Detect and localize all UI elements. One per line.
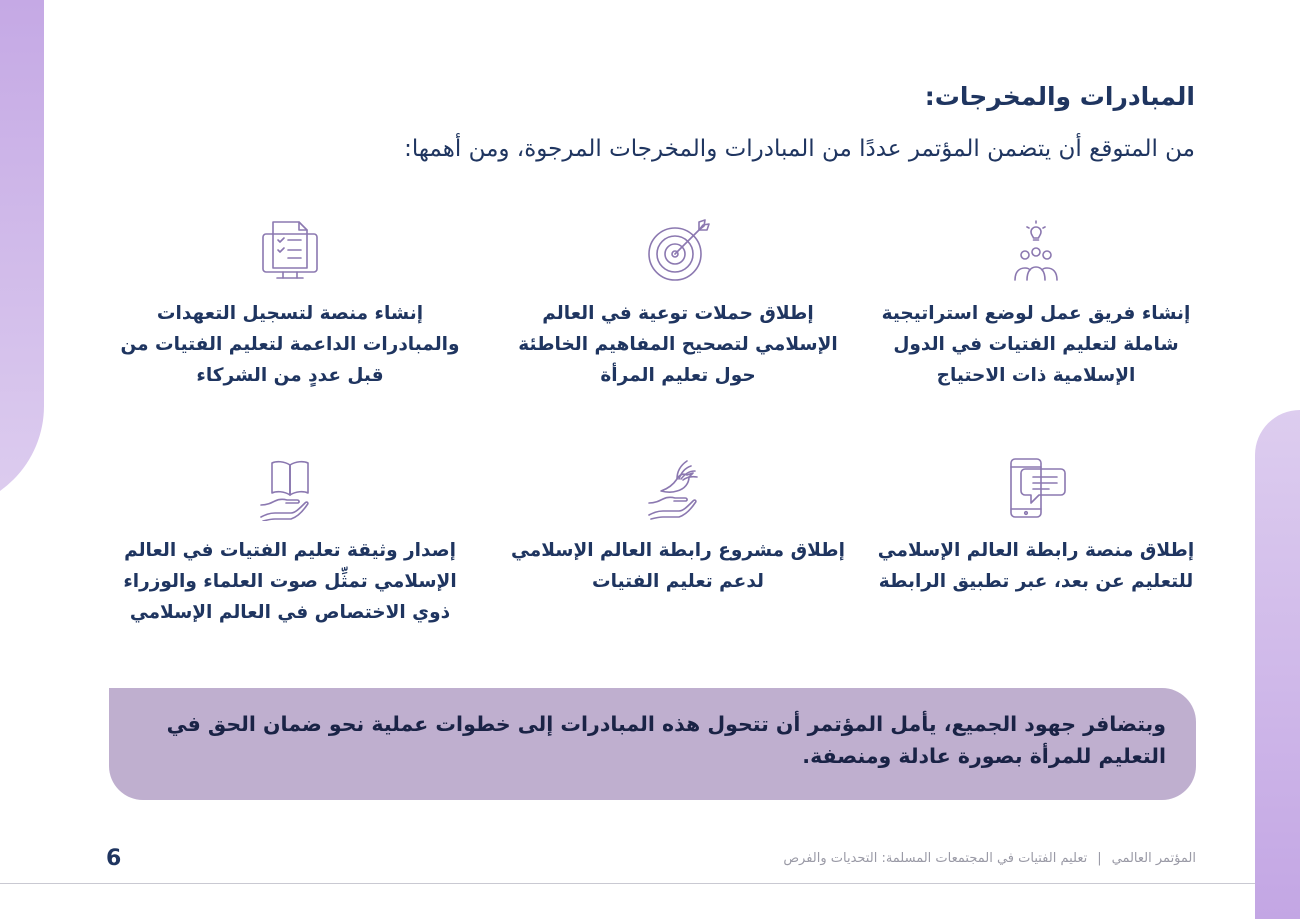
initiative-text: إنشاء فريق عمل لوضع استراتيجية شاملة لتعليم الفتيات في الدول الإسلامية ذات الاحتياج [881,303,1191,386]
initiative-card [503,455,853,597]
initiative-card [861,218,1211,391]
footer-separator: | [1097,851,1102,866]
page-number: 6 [106,846,122,871]
checklist-screen-icon [257,218,323,284]
section-intro: من المتوقع أن يتضمن المؤتمر عددًا من المبادرات والمخرجات المرجوة، ومن أهمها: [404,136,1195,162]
footer-caption [783,851,1196,866]
initiative-text: إطلاق حملات توعية في العالم الإسلامي لتصحيح المفاهيم الخاطئة حول تعليم المرأة [518,303,838,386]
initiative-text: إطلاق منصة رابطة العالم الإسلامي للتعليم عن بعد، عبر تطبيق الرابطة [877,540,1195,592]
initiative-card [115,455,465,628]
decorative-left-shape [0,0,44,510]
initiative-text: إطلاق مشروع رابطة العالم الإسلامي لدعم تعليم الفتيات [511,540,845,592]
initiative-card [115,218,465,391]
initiative-text: إصدار وثيقة تعليم الفتيات في العالم الإسلامي تمثِّل صوت العلماء والوزراء ذوي الاختصاص في العالم الإسلامي [123,540,457,623]
book-hand-icon [257,455,323,521]
initiative-card [503,218,853,391]
footer-subtitle: تعليم الفتيات في المجتمعات المسلمة: التحديات والفرص [783,851,1088,866]
summary-callout: وبتضافر جهود الجميع، يأمل المؤتمر أن تتحول هذه المبادرات إلى خطوات عملية نحو ضمان الحق في التعليم للمرأة بصورة عادلة ومنصفة. [109,688,1196,800]
dove-hand-icon [645,455,711,521]
mobile-chat-icon [1003,455,1069,521]
initiative-card [861,455,1211,597]
decorative-right-shape [1255,410,1300,919]
team-idea-icon [1003,218,1069,284]
section-heading: المبادرات والمخرجات: [924,82,1195,111]
target-icon [645,218,711,284]
footer-divider [0,883,1255,884]
initiative-text: إنشاء منصة لتسجيل التعهدات والمبادرات الداعمة لتعليم الفتيات من قبل عددٍ من الشركاء [120,303,460,386]
footer-conference: المؤتمر العالمي [1111,851,1196,866]
